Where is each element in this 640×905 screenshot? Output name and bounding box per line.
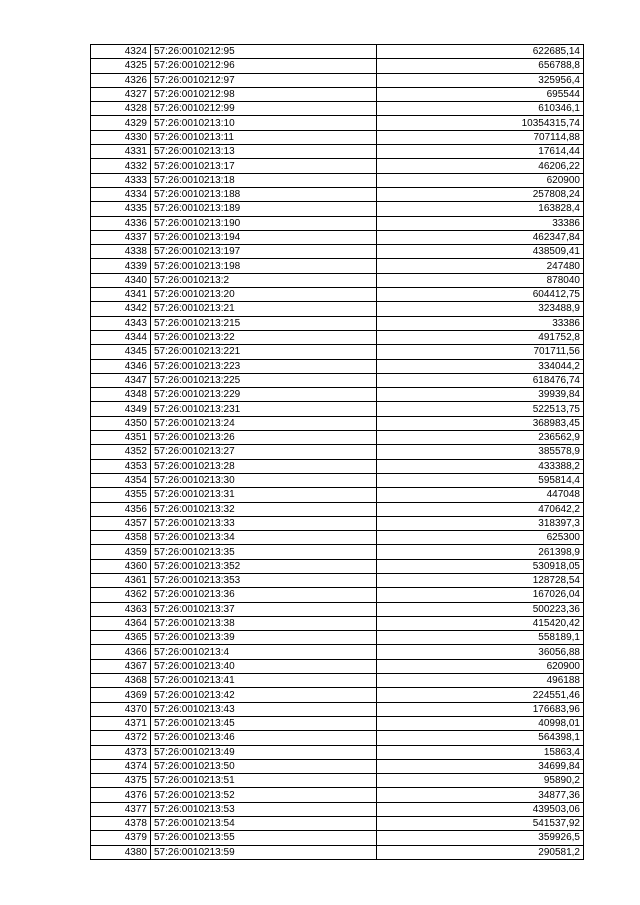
row-number-cell: 4334: [91, 187, 151, 201]
cadastral-number-cell: 57:26:0010213:54: [151, 817, 377, 831]
row-number-cell: 4365: [91, 631, 151, 645]
row-number-cell: 4330: [91, 130, 151, 144]
cadastral-value-cell: 558189,1: [377, 631, 584, 645]
cadastral-number-cell: 57:26:0010213:46: [151, 731, 377, 745]
cadastral-value-cell: 167026,04: [377, 588, 584, 602]
table-row: [91, 588, 584, 602]
cadastral-number-cell: 57:26:0010213:26: [151, 431, 377, 445]
table-body: [91, 45, 584, 860]
row-number-cell: 4354: [91, 473, 151, 487]
row-number-cell: 4373: [91, 745, 151, 759]
cadastral-value-cell: 334044,2: [377, 359, 584, 373]
cadastral-value-cell: 439503,06: [377, 802, 584, 816]
table-row: [91, 716, 584, 730]
cadastral-number-cell: 57:26:0010213:10: [151, 116, 377, 130]
cadastral-number-cell: 57:26:0010213:31: [151, 488, 377, 502]
row-number-cell: 4344: [91, 330, 151, 344]
cadastral-value-cell: 176683,96: [377, 702, 584, 716]
cadastral-number-cell: 57:26:0010213:38: [151, 616, 377, 630]
cadastral-value-cell: 470642,2: [377, 502, 584, 516]
cadastral-value-cell: 438509,41: [377, 245, 584, 259]
cadastral-value-cell: 620900: [377, 173, 584, 187]
cadastral-value-cell: 368983,45: [377, 416, 584, 430]
table-row: [91, 674, 584, 688]
cadastral-number-cell: 57:26:0010213:198: [151, 259, 377, 273]
row-number-cell: 4360: [91, 559, 151, 573]
row-number-cell: 4379: [91, 831, 151, 845]
cadastral-number-cell: 57:26:0010213:194: [151, 230, 377, 244]
table-row: [91, 187, 584, 201]
table-row: [91, 531, 584, 545]
cadastral-value-cell: 318397,3: [377, 516, 584, 530]
cadastral-value-cell: 224551,46: [377, 688, 584, 702]
table-row: [91, 345, 584, 359]
cadastral-number-cell: 57:26:0010213:33: [151, 516, 377, 530]
cadastral-number-cell: 57:26:0010213:197: [151, 245, 377, 259]
row-number-cell: 4352: [91, 445, 151, 459]
row-number-cell: 4324: [91, 45, 151, 59]
table-row: [91, 302, 584, 316]
cadastral-number-cell: 57:26:0010213:35: [151, 545, 377, 559]
cadastral-number-cell: 57:26:0010212:95: [151, 45, 377, 59]
row-number-cell: 4359: [91, 545, 151, 559]
cadastral-number-cell: 57:26:0010213:37: [151, 602, 377, 616]
cadastral-value-cell: 39939,84: [377, 388, 584, 402]
row-number-cell: 4353: [91, 459, 151, 473]
table-row: [91, 87, 584, 101]
cadastral-number-cell: 57:26:0010213:28: [151, 459, 377, 473]
row-number-cell: 4375: [91, 774, 151, 788]
cadastral-value-cell: 17614,44: [377, 145, 584, 159]
row-number-cell: 4336: [91, 216, 151, 230]
table-row: [91, 330, 584, 344]
cadastral-value-cell: 620900: [377, 659, 584, 673]
table-row: [91, 288, 584, 302]
row-number-cell: 4355: [91, 488, 151, 502]
cadastral-value-cell: 10354315,74: [377, 116, 584, 130]
row-number-cell: 4366: [91, 645, 151, 659]
table-row: [91, 402, 584, 416]
cadastral-number-cell: 57:26:0010212:98: [151, 87, 377, 101]
cadastral-value-cell: 618476,74: [377, 373, 584, 387]
row-number-cell: 4370: [91, 702, 151, 716]
table-row: [91, 216, 584, 230]
table-row: [91, 745, 584, 759]
cadastral-number-cell: 57:26:0010212:96: [151, 59, 377, 73]
table-row: [91, 631, 584, 645]
row-number-cell: 4371: [91, 716, 151, 730]
table-row: [91, 145, 584, 159]
table-row: [91, 616, 584, 630]
cadastral-value-cell: 595814,4: [377, 473, 584, 487]
cadastral-number-cell: 57:26:0010213:2: [151, 273, 377, 287]
cadastral-value-cell: 236562,9: [377, 431, 584, 445]
cadastral-value-cell: 95890,2: [377, 774, 584, 788]
cadastral-value-cell: 610346,1: [377, 102, 584, 116]
row-number-cell: 4333: [91, 173, 151, 187]
row-number-cell: 4376: [91, 788, 151, 802]
row-number-cell: 4349: [91, 402, 151, 416]
row-number-cell: 4358: [91, 531, 151, 545]
cadastral-value-cell: 604412,75: [377, 288, 584, 302]
row-number-cell: 4364: [91, 616, 151, 630]
cadastral-number-cell: 57:26:0010213:36: [151, 588, 377, 602]
cadastral-value-cell: 447048: [377, 488, 584, 502]
cadastral-number-cell: 57:26:0010213:215: [151, 316, 377, 330]
row-number-cell: 4351: [91, 431, 151, 445]
table-row: [91, 559, 584, 573]
cadastral-value-cell: 247480: [377, 259, 584, 273]
row-number-cell: 4332: [91, 159, 151, 173]
cadastral-value-cell: 656788,8: [377, 59, 584, 73]
cadastral-number-cell: 57:26:0010213:221: [151, 345, 377, 359]
cadastral-value-cell: 433388,2: [377, 459, 584, 473]
cadastral-value-cell: 707114,88: [377, 130, 584, 144]
table-row: [91, 316, 584, 330]
cadastral-value-cell: 385578,9: [377, 445, 584, 459]
cadastral-number-cell: 57:26:0010213:18: [151, 173, 377, 187]
table-row: [91, 102, 584, 116]
cadastral-value-cell: 33386: [377, 316, 584, 330]
row-number-cell: 4337: [91, 230, 151, 244]
table-row: [91, 759, 584, 773]
table-row: [91, 545, 584, 559]
cadastral-number-cell: 57:26:0010213:32: [151, 502, 377, 516]
table-row: [91, 245, 584, 259]
table-row: [91, 359, 584, 373]
cadastral-number-cell: 57:26:0010213:22: [151, 330, 377, 344]
cadastral-value-cell: 33386: [377, 216, 584, 230]
row-number-cell: 4328: [91, 102, 151, 116]
cadastral-number-cell: 57:26:0010213:40: [151, 659, 377, 673]
table-row: [91, 416, 584, 430]
row-number-cell: 4346: [91, 359, 151, 373]
table-row: [91, 702, 584, 716]
cadastral-value-cell: 625300: [377, 531, 584, 545]
cadastral-number-cell: 57:26:0010213:352: [151, 559, 377, 573]
table-row: [91, 645, 584, 659]
table-row: [91, 845, 584, 859]
table-row: [91, 130, 584, 144]
row-number-cell: 4374: [91, 759, 151, 773]
cadastral-number-cell: 57:26:0010213:225: [151, 373, 377, 387]
row-number-cell: 4380: [91, 845, 151, 859]
cadastral-number-cell: 57:26:0010213:353: [151, 573, 377, 587]
cadastral-number-cell: 57:26:0010213:188: [151, 187, 377, 201]
table-row: [91, 573, 584, 587]
cadastral-value-cell: 491752,8: [377, 330, 584, 344]
table-row: [91, 473, 584, 487]
table-row: [91, 230, 584, 244]
cadastral-value-cell: 163828,4: [377, 202, 584, 216]
row-number-cell: 4350: [91, 416, 151, 430]
table-row: [91, 817, 584, 831]
cadastral-value-cell: 564398,1: [377, 731, 584, 745]
cadastral-number-cell: 57:26:0010213:50: [151, 759, 377, 773]
table-row: [91, 445, 584, 459]
table-row: [91, 774, 584, 788]
row-number-cell: 4361: [91, 573, 151, 587]
cadastral-value-cell: 695544: [377, 87, 584, 101]
cadastral-number-cell: 57:26:0010213:229: [151, 388, 377, 402]
table-row: [91, 516, 584, 530]
cadastral-number-cell: 57:26:0010213:17: [151, 159, 377, 173]
cadastral-value-cell: 415420,42: [377, 616, 584, 630]
cadastral-number-cell: 57:26:0010213:231: [151, 402, 377, 416]
cadastral-number-cell: 57:26:0010213:27: [151, 445, 377, 459]
cadastral-number-cell: 57:26:0010213:189: [151, 202, 377, 216]
cadastral-value-cell: 530918,05: [377, 559, 584, 573]
cadastral-number-cell: 57:26:0010213:20: [151, 288, 377, 302]
table-row: [91, 488, 584, 502]
row-number-cell: 4339: [91, 259, 151, 273]
cadastral-number-cell: 57:26:0010213:223: [151, 359, 377, 373]
row-number-cell: 4356: [91, 502, 151, 516]
cadastral-number-cell: 57:26:0010213:41: [151, 674, 377, 688]
cadastral-value-cell: 261398,9: [377, 545, 584, 559]
table-row: [91, 431, 584, 445]
cadastral-value-cell: 257808,24: [377, 187, 584, 201]
row-number-cell: 4372: [91, 731, 151, 745]
row-number-cell: 4341: [91, 288, 151, 302]
table-row: [91, 602, 584, 616]
row-number-cell: 4331: [91, 145, 151, 159]
table-row: [91, 831, 584, 845]
table-row: [91, 73, 584, 87]
cadastral-value-cell: 34877,36: [377, 788, 584, 802]
row-number-cell: 4369: [91, 688, 151, 702]
row-number-cell: 4378: [91, 817, 151, 831]
table-row: [91, 502, 584, 516]
cadastral-number-cell: 57:26:0010212:97: [151, 73, 377, 87]
cadastral-value-table: [90, 44, 584, 860]
table-row: [91, 802, 584, 816]
table-row: [91, 388, 584, 402]
cadastral-number-cell: 57:26:0010213:55: [151, 831, 377, 845]
row-number-cell: 4363: [91, 602, 151, 616]
cadastral-number-cell: 57:26:0010213:30: [151, 473, 377, 487]
cadastral-value-cell: 622685,14: [377, 45, 584, 59]
row-number-cell: 4347: [91, 373, 151, 387]
cadastral-value-cell: 462347,84: [377, 230, 584, 244]
row-number-cell: 4329: [91, 116, 151, 130]
table-row: [91, 116, 584, 130]
row-number-cell: 4368: [91, 674, 151, 688]
row-number-cell: 4362: [91, 588, 151, 602]
cadastral-number-cell: 57:26:0010213:45: [151, 716, 377, 730]
cadastral-value-cell: 46206,22: [377, 159, 584, 173]
table-row: [91, 202, 584, 216]
cadastral-value-cell: 325956,4: [377, 73, 584, 87]
cadastral-value-cell: 878040: [377, 273, 584, 287]
cadastral-number-cell: 57:26:0010213:4: [151, 645, 377, 659]
cadastral-number-cell: 57:26:0010213:42: [151, 688, 377, 702]
table-row: [91, 259, 584, 273]
cadastral-value-cell: 522513,75: [377, 402, 584, 416]
cadastral-number-cell: 57:26:0010213:13: [151, 145, 377, 159]
cadastral-number-cell: 57:26:0010213:52: [151, 788, 377, 802]
cadastral-number-cell: 57:26:0010213:51: [151, 774, 377, 788]
cadastral-value-cell: 290581,2: [377, 845, 584, 859]
cadastral-number-cell: 57:26:0010213:43: [151, 702, 377, 716]
row-number-cell: 4345: [91, 345, 151, 359]
row-number-cell: 4367: [91, 659, 151, 673]
table-row: [91, 173, 584, 187]
row-number-cell: 4343: [91, 316, 151, 330]
cadastral-value-cell: 15863,4: [377, 745, 584, 759]
table-row: [91, 731, 584, 745]
row-number-cell: 4348: [91, 388, 151, 402]
cadastral-number-cell: 57:26:0010213:39: [151, 631, 377, 645]
cadastral-value-cell: 359926,5: [377, 831, 584, 845]
table-row: [91, 659, 584, 673]
row-number-cell: 4326: [91, 73, 151, 87]
cadastral-value-cell: 541537,92: [377, 817, 584, 831]
cadastral-value-cell: 40998,01: [377, 716, 584, 730]
cadastral-number-cell: 57:26:0010213:59: [151, 845, 377, 859]
row-number-cell: 4340: [91, 273, 151, 287]
table-row: [91, 59, 584, 73]
table-row: [91, 373, 584, 387]
row-number-cell: 4325: [91, 59, 151, 73]
row-number-cell: 4335: [91, 202, 151, 216]
row-number-cell: 4342: [91, 302, 151, 316]
table-row: [91, 688, 584, 702]
cadastral-value-cell: 36056,88: [377, 645, 584, 659]
cadastral-number-cell: 57:26:0010213:53: [151, 802, 377, 816]
row-number-cell: 4327: [91, 87, 151, 101]
cadastral-number-cell: 57:26:0010213:34: [151, 531, 377, 545]
cadastral-number-cell: 57:26:0010213:11: [151, 130, 377, 144]
cadastral-number-cell: 57:26:0010213:24: [151, 416, 377, 430]
cadastral-number-cell: 57:26:0010212:99: [151, 102, 377, 116]
cadastral-number-cell: 57:26:0010213:49: [151, 745, 377, 759]
cadastral-value-cell: 500223,36: [377, 602, 584, 616]
table-row: [91, 45, 584, 59]
table-row: [91, 273, 584, 287]
row-number-cell: 4377: [91, 802, 151, 816]
cadastral-value-cell: 323488,9: [377, 302, 584, 316]
cadastral-value-cell: 34699,84: [377, 759, 584, 773]
table-row: [91, 788, 584, 802]
cadastral-value-cell: 701711,56: [377, 345, 584, 359]
cadastral-number-cell: 57:26:0010213:21: [151, 302, 377, 316]
cadastral-value-cell: 128728,54: [377, 573, 584, 587]
cadastral-number-cell: 57:26:0010213:190: [151, 216, 377, 230]
cadastral-value-cell: 496188: [377, 674, 584, 688]
row-number-cell: 4338: [91, 245, 151, 259]
row-number-cell: 4357: [91, 516, 151, 530]
table-row: [91, 159, 584, 173]
table-row: [91, 459, 584, 473]
